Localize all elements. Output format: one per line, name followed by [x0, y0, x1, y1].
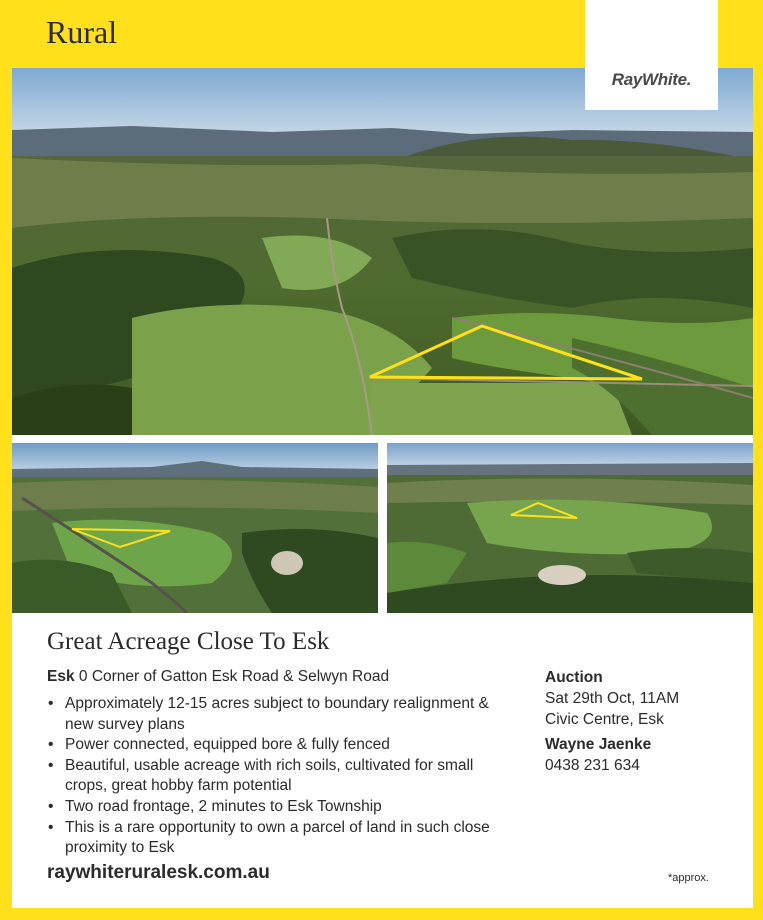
sale-venue: Civic Centre, Esk — [545, 710, 664, 728]
approx-footnote: *approx. — [668, 872, 709, 884]
feature-item: • Two road frontage, 2 minutes to Esk Township — [47, 797, 517, 818]
address-suburb: Esk — [47, 668, 75, 685]
aerial-photo-left — [12, 443, 378, 613]
sale-method: Auction — [545, 669, 603, 686]
feature-item: • This is a rare opportunity to own a parcel of land in such close proximity to Esk — [47, 818, 517, 859]
property-address — [47, 668, 389, 686]
aerial-photo-right — [387, 443, 753, 613]
sale-date: Sat 29th Oct, 11AM — [545, 689, 680, 707]
main-aerial-photo — [12, 68, 753, 435]
brand-name: RayWhite. — [611, 70, 692, 89]
listing-headline: Great Acreage Close To Esk — [47, 628, 330, 655]
agent-phone[interactable]: 0438 231 634 — [545, 757, 640, 775]
agent-name: Wayne Jaenke — [545, 736, 652, 754]
raywhite-logo — [585, 0, 718, 110]
feature-item: • Approximately 12-15 acres subject to boundary realignment & new survey plans — [47, 694, 517, 735]
features-list — [47, 694, 517, 859]
sale-details — [545, 668, 679, 777]
section-title: Rural — [46, 14, 118, 50]
feature-item: • Power connected, equipped bore & fully fenced — [47, 735, 517, 756]
feature-item: • Beautiful, usable acreage with rich soils, cultivated for small crops, great hobby farm potential — [47, 756, 517, 797]
website-link[interactable]: raywhiteruralesk.com.au — [47, 862, 270, 883]
address-street: 0 Corner of Gatton Esk Road & Selwyn Road — [78, 668, 390, 685]
